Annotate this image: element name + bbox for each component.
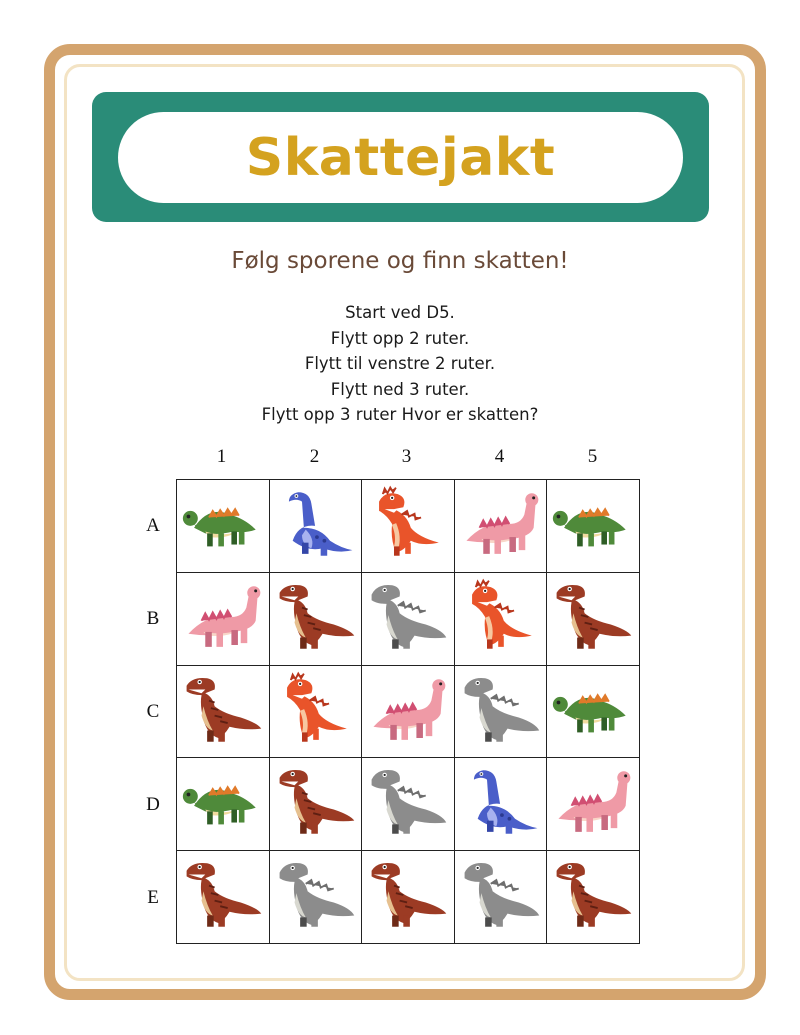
grid-cell-e2 [270,851,363,944]
grid-cell-b5 [547,573,640,666]
grid-cell-a5 [547,480,640,573]
treasure-grid [176,479,640,944]
grid-cell-d4 [455,758,548,851]
grid-cell-d2 [270,758,363,851]
title-pill [118,112,683,203]
column-label-3: 3 [401,446,412,467]
instructions [0,300,800,428]
grid-cell-a2 [270,480,363,573]
grid-cell-d3 [362,758,455,851]
page-title: Skattejakt [245,127,556,188]
column-label-5: 5 [587,446,598,467]
grid-cell-a3 [362,480,455,573]
row-label-c: C [146,701,160,722]
column-label-1: 1 [216,446,227,467]
subtitle: Følg sporene og finn skatten! [231,248,569,274]
row-label-b: B [146,608,160,629]
grid-cell-e4 [455,851,548,944]
grid-cell-d1 [177,758,270,851]
grid-cell-c5 [547,666,640,759]
grid-cell-c3 [362,666,455,759]
instruction-line: Flytt opp 2 ruter. [330,328,470,348]
column-label-4: 4 [494,446,505,467]
grid-cell-b3 [362,573,455,666]
row-label-a: A [146,515,160,536]
grid-cell-e1 [177,851,270,944]
row-label-e: E [147,887,159,908]
grid-cell-c4 [455,666,548,759]
grid-cell-a1 [177,480,270,573]
grid-cell-d5 [547,758,640,851]
column-label-2: 2 [309,446,320,467]
instruction-line: Flytt opp 3 ruter Hvor er skatten? [261,405,539,424]
grid-cell-e3 [362,851,455,944]
grid-cell-e5 [547,851,640,944]
instruction-line: Flytt ned 3 ruter. [330,379,470,399]
instruction-line: Flytt til venstre 2 ruter. [304,354,496,373]
grid-cell-a4 [455,480,548,573]
grid-cell-c2 [270,666,363,759]
grid-cell-b2 [270,573,363,666]
grid-cell-b1 [177,573,270,666]
grid-cell-c1 [177,666,270,759]
row-label-d: D [146,794,160,815]
instruction-line: Start ved D5. [345,303,455,322]
grid-cell-b4 [455,573,548,666]
